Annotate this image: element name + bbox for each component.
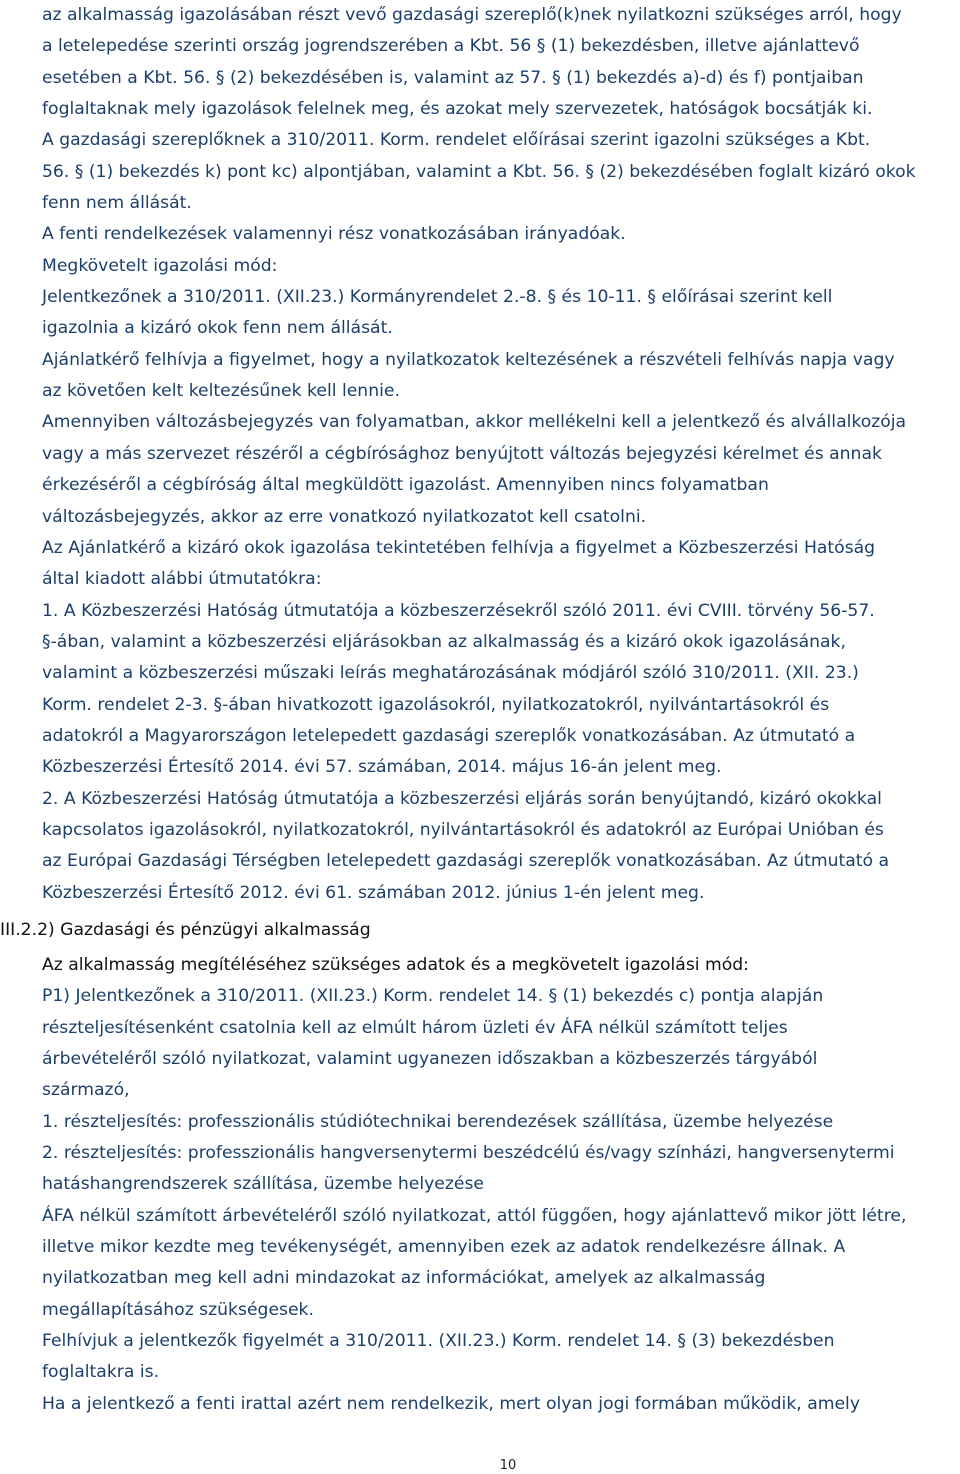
text-line: 56. § (1) bekezdés k) pont kc) alpontjában, valamint a Kbt. 56. § (2) bekezdésében foglalt kizáró okok bbox=[42, 161, 916, 182]
text-line: származó, bbox=[42, 1080, 130, 1101]
text-line: A gazdasági szereplőknek a 310/2011. Korm. rendelet előírásai szerint igazolni szükséges a Kbt. bbox=[42, 130, 871, 151]
text-line: kapcsolatos igazolásokról, nyilatkozatokról, nyilvántartásokról és adatokról az Európai Unióban és bbox=[42, 819, 884, 840]
text-line: esetében a Kbt. 56. § (2) bekezdésében is, valamint az 57. § (1) bekezdés a)-d) és f) pontjaiban bbox=[42, 67, 864, 88]
text-line: Közbeszerzési Értesítő 2012. évi 61. számában 2012. június 1-én jelent meg. bbox=[42, 882, 705, 903]
text-line: foglaltakra is. bbox=[42, 1362, 160, 1383]
text-line: P1) Jelentkezőnek a 310/2011. (XII.23.) Korm. rendelet 14. § (1) bekezdés c) pontja alapján bbox=[42, 986, 824, 1007]
text-line: az Európai Gazdasági Térségben letelepedett gazdasági szereplők vonatkozásában. Az útmutató a bbox=[42, 851, 890, 872]
text-line: Jelentkezőnek a 310/2011. (XII.23.) Kormányrendelet 2.-8. § és 10-11. § előírásai szerint kell bbox=[42, 287, 833, 308]
text-line: igazolnia a kizáró okok fenn nem állását. bbox=[42, 318, 393, 339]
text-line: által kiadott alábbi útmutatókra: bbox=[42, 569, 322, 590]
text-line: vagy a más szervezet részéről a cégbírósághoz benyújtott változás bejegyzési kérelmet és annak bbox=[42, 443, 882, 464]
text-line: Az Ajánlatkérő a kizáró okok igazolása tekintetében felhívja a figyelmet a Közbeszerzési Hatóság bbox=[42, 537, 876, 558]
body-text-block-2 bbox=[0, 950, 906, 1420]
text-line: 1. A Közbeszerzési Hatóság útmutatója a közbeszerzésekről szóló 2011. évi CVIII. törvény 56-57. bbox=[42, 600, 875, 621]
text-line: 1. részteljesítés: professzionális stúdiótechnikai berendezések szállítása, üzembe helyezése bbox=[42, 1111, 834, 1132]
text-line: §-ában, valamint a közbeszerzési eljárásokban az alkalmasság és a kizáró okok igazolásának, bbox=[42, 631, 846, 652]
text-line: nyilatkozatban meg kell adni mindazokat az információkat, amelyek az alkalmasság bbox=[42, 1268, 766, 1289]
text-line: hatáshangrendszerek szállítása, üzembe helyezése bbox=[42, 1174, 484, 1195]
text-line: foglaltaknak mely igazolások felelnek meg, és azokat mely szervezetek, hatóságok bocsátják ki. bbox=[42, 99, 873, 120]
text-line: Korm. rendelet 2-3. §-ában hivatkozott igazolásokról, nyilatkozatokról, nyilvántartásokról és bbox=[42, 694, 830, 715]
text-line: megállapításához szükségesek. bbox=[42, 1299, 314, 1320]
text-line: fenn nem állását. bbox=[42, 193, 192, 214]
text-line: Felhívjuk a jelentkezők figyelmét a 310/2011. (XII.23.) Korm. rendelet 14. § (3) bekezdésben bbox=[42, 1331, 835, 1352]
text-line: a letelepedése szerinti ország jogrendszerében a Kbt. 56 § (1) bekezdésben, illetve ajánlattevő bbox=[42, 36, 860, 57]
text-line: Ajánlatkérő felhívja a figyelmet, hogy a nyilatkozatok keltezésének a részvételi felhívás napja vagy bbox=[42, 349, 895, 370]
text-line: adatokról a Magyarországon letelepedett gazdasági szereplők vonatkozásában. Az útmutató a bbox=[42, 725, 856, 746]
section-heading: III.2.2) Gazdasági és pénzügyi alkalmasság bbox=[0, 920, 371, 940]
text-line: illetve mikor kezdte meg tevékenységét, amennyiben ezek az adatok rendelkezésre állnak. A bbox=[42, 1237, 846, 1258]
text-line: valamint a közbeszerzési műszaki leírás meghatározásának módjáról szóló 310/2011. (XII. 23.) bbox=[42, 663, 859, 684]
text-line: A fenti rendelkezések valamennyi rész vonatkozásában irányadóak. bbox=[42, 224, 626, 245]
text-line: érkezéséről a cégbíróság által megküldött igazolást. Amennyiben nincs folyamatban bbox=[42, 475, 769, 496]
text-line: Megkövetelt igazolási mód: bbox=[42, 255, 278, 276]
text-line: ÁFA nélkül számított árbevételéről szóló nyilatkozat, attól függően, hogy ajánlattevő mikor jött létre, bbox=[42, 1205, 907, 1226]
page-number: 10 bbox=[499, 1458, 517, 1473]
text-line: Ha a jelentkező a fenti irattal azért nem rendelkezik, mert olyan jogi formában működik, amely bbox=[42, 1393, 860, 1414]
text-line: Közbeszerzési Értesítő 2014. évi 57. számában, 2014. május 16-án jelent meg. bbox=[42, 757, 722, 778]
subsection-heading: Az alkalmasság megítéléséhez szükséges adatok és a megkövetelt igazolási mód: bbox=[42, 955, 749, 975]
text-line: 2. részteljesítés: professzionális hangversenytermi beszédcélú és/vagy színházi, hangversenytermi bbox=[42, 1143, 895, 1164]
text-line: Amennyiben változásbejegyzés van folyamatban, akkor mellékelni kell a jelentkező és alvállalkozója bbox=[42, 412, 907, 433]
text-line: 2. A Közbeszerzési Hatóság útmutatója a közbeszerzési eljárás során benyújtandó, kizáró okokkal bbox=[42, 788, 882, 809]
text-line: részteljesítésenként csatolnia kell az elmúlt három üzleti év ÁFA nélkül számított teljes bbox=[42, 1017, 788, 1038]
text-line: változásbejegyzés, akkor az erre vonatkozó nyilatkozatot kell csatolni. bbox=[42, 506, 647, 527]
text-line: árbevételéről szóló nyilatkozat, valamint ugyanezen időszakban a közbeszerzés tárgyából bbox=[42, 1049, 818, 1070]
text-line: az alkalmasság igazolásában részt vevő gazdasági szereplő(k)nek nyilatkozni szükséges arról, hogy bbox=[42, 5, 902, 25]
section-heading-block bbox=[0, 915, 371, 946]
text-line: az követően kelt keltezésűnek kell lennie. bbox=[42, 381, 400, 402]
